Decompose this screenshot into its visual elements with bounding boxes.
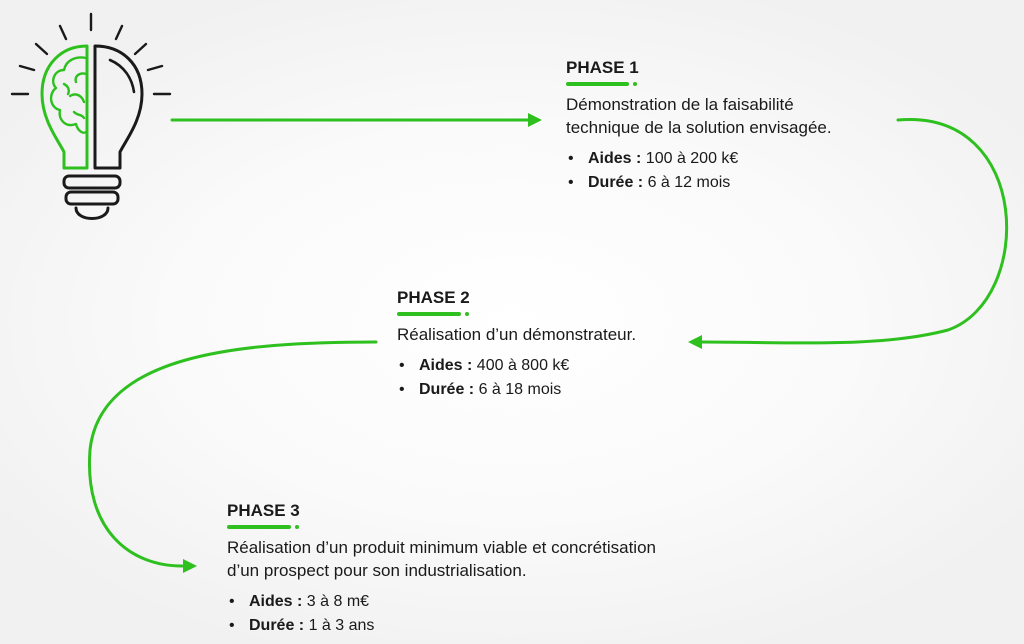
phase-facts bbox=[566, 147, 906, 195]
phase-description bbox=[227, 536, 747, 582]
description-line: d’un prospect pour son industrialisation. bbox=[227, 561, 527, 580]
description-line: Réalisation d’un démonstrateur. bbox=[397, 325, 637, 344]
duree-label: Durée : bbox=[588, 174, 644, 191]
phase-3-block bbox=[227, 501, 747, 638]
phase-description bbox=[566, 93, 906, 139]
aides-value: 400 à 800 k€ bbox=[476, 357, 570, 374]
phase-underline bbox=[227, 525, 747, 529]
phase-facts bbox=[397, 354, 697, 402]
arrowhead-phase-3 bbox=[183, 559, 197, 573]
aides-value: 100 à 200 k€ bbox=[645, 150, 739, 167]
aides-item bbox=[227, 590, 747, 614]
phase-1-block bbox=[566, 58, 906, 195]
duree-label: Durée : bbox=[419, 381, 475, 398]
duree-item bbox=[227, 614, 747, 638]
phase-title: PHASE 1 bbox=[566, 58, 639, 77]
aides-label: Aides : bbox=[249, 593, 303, 610]
description-line: Réalisation d’un produit minimum viable et concrétisation bbox=[227, 538, 656, 557]
phase-title: PHASE 3 bbox=[227, 501, 300, 520]
aides-item bbox=[566, 147, 906, 171]
phase-2-block bbox=[397, 288, 697, 402]
phase-underline bbox=[397, 312, 697, 316]
duree-value: 6 à 12 mois bbox=[647, 174, 731, 191]
aides-item bbox=[397, 354, 697, 378]
phase-facts bbox=[227, 590, 747, 638]
phase-title: PHASE 2 bbox=[397, 288, 470, 307]
phase-underline bbox=[566, 82, 906, 86]
duree-item bbox=[566, 171, 906, 195]
brain-lightbulb-icon bbox=[12, 14, 170, 219]
aides-label: Aides : bbox=[419, 357, 473, 374]
duree-value: 1 à 3 ans bbox=[308, 617, 375, 634]
description-line: Démonstration de la faisabilité bbox=[566, 95, 794, 114]
duree-item bbox=[397, 378, 697, 402]
duree-value: 6 à 18 mois bbox=[478, 381, 562, 398]
aides-label: Aides : bbox=[588, 150, 642, 167]
phase-description bbox=[397, 323, 697, 346]
description-line: technique de la solution envisagée. bbox=[566, 118, 832, 137]
duree-label: Durée : bbox=[249, 617, 305, 634]
arrowhead-phase-1 bbox=[528, 113, 542, 127]
aides-value: 3 à 8 m€ bbox=[306, 593, 370, 610]
